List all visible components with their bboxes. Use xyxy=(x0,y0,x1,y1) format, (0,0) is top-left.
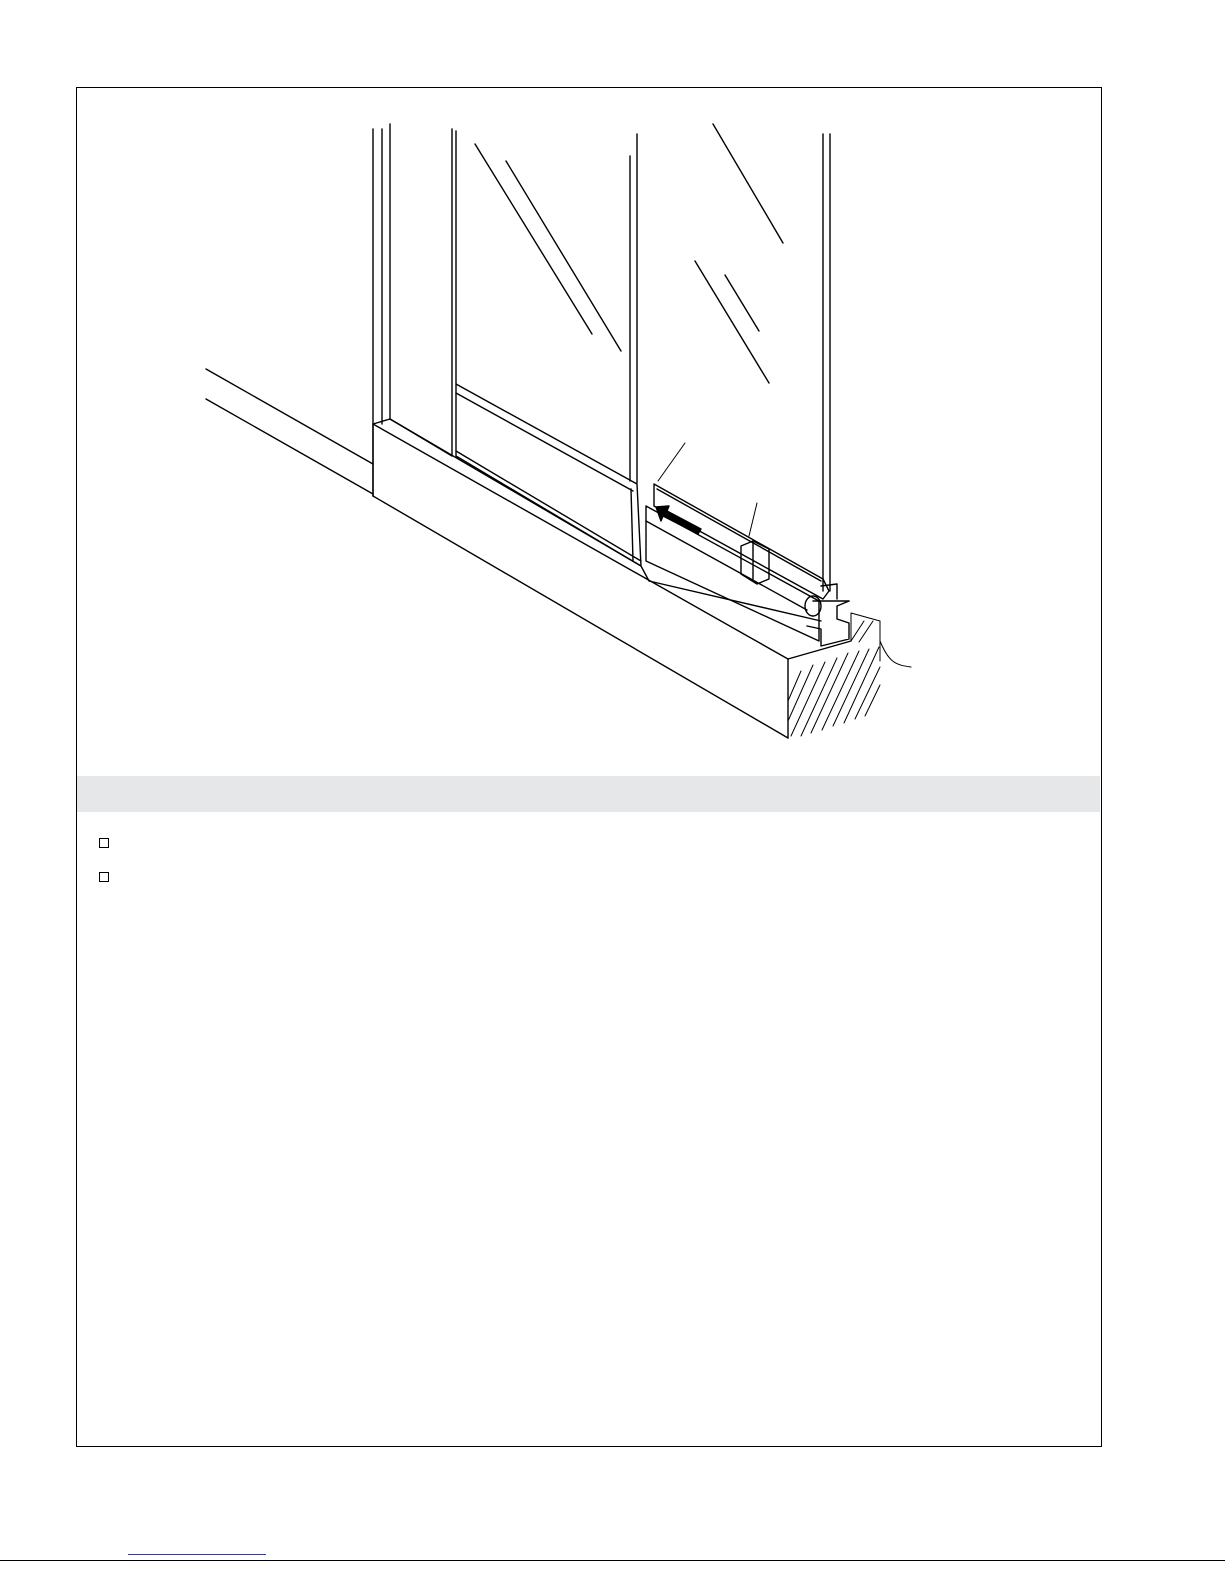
footer-rule xyxy=(0,1560,1225,1561)
section-header-band xyxy=(77,776,1100,812)
page-frame xyxy=(76,87,1102,1447)
checklist xyxy=(99,838,109,906)
leader-lines xyxy=(658,443,757,536)
wall-trim xyxy=(206,369,373,494)
checkbox-1[interactable] xyxy=(99,838,109,848)
left-glass-panel xyxy=(452,129,637,483)
checklist-item xyxy=(99,838,109,848)
footer-link-underline[interactable] xyxy=(128,1554,266,1556)
left-bottom-rail xyxy=(456,384,641,566)
door-track-illustration xyxy=(77,88,1101,776)
checklist-item xyxy=(99,872,109,882)
bottom-track xyxy=(646,484,849,646)
checkbox-2[interactable] xyxy=(99,872,109,882)
end-cap xyxy=(741,541,769,584)
wall-jamb xyxy=(373,124,390,496)
